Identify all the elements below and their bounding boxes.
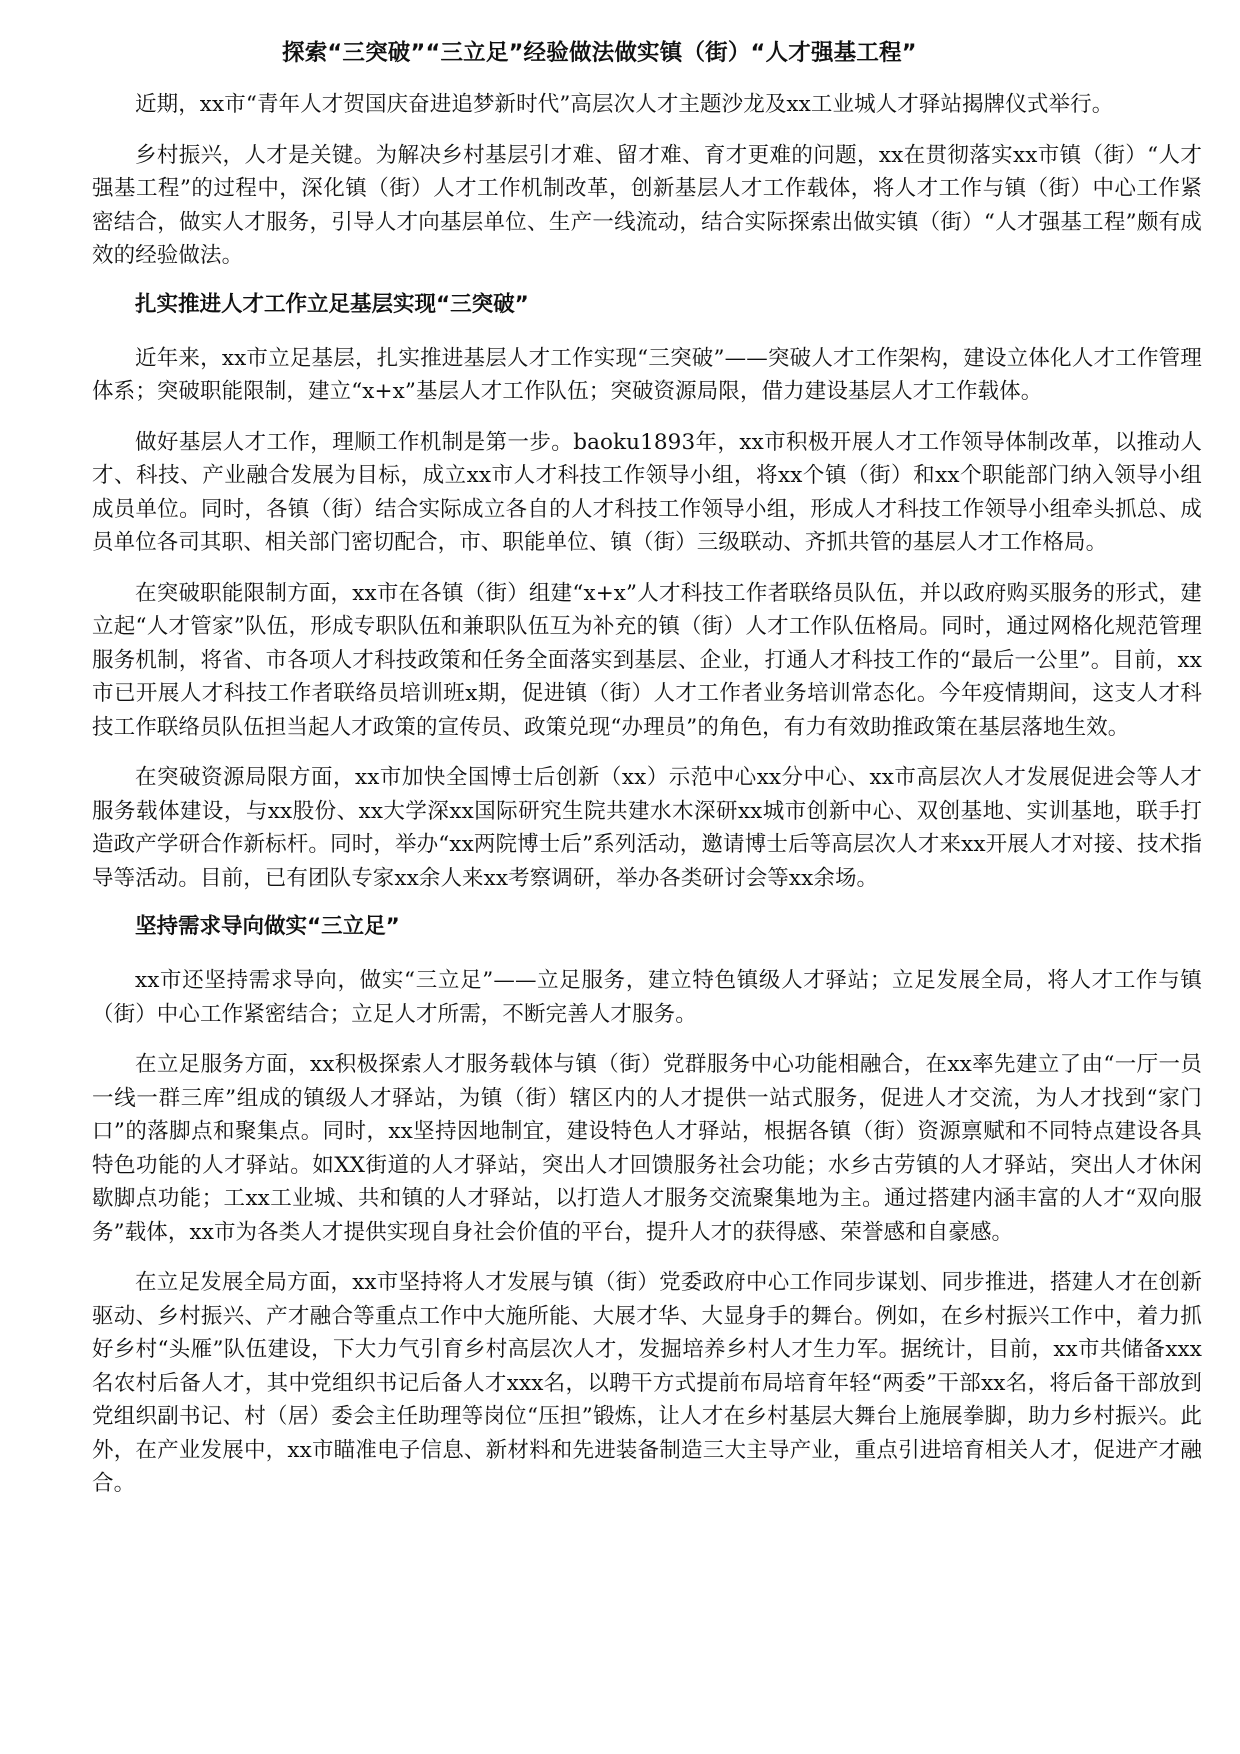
intro-paragraph-2: 乡村振兴，人才是关键。为解决乡村基层引才难、留才难、育才更难的问题，xx在贯彻落实xx市镇（街）“人才强基工程”的过程中，深化镇（街）人才工作机制改革，创新基层人才工作载体，将人才工作与镇（街）中心工作紧密结合，做实人才服务，引导人才向基层单位、生产一线流动，结合实际探索出做实镇（街）“人才强基工程”颇有成效的经验做法。 [92, 142, 1202, 268]
intro-paragraph-1: 近期，xx市“青年人才贺国庆奋进追梦新时代”高层次人才主题沙龙及xx工业城人才驿站揭牌仪式举行。 [135, 92, 1114, 117]
section-2-heading: 坚持需求导向做实“三立足” [135, 914, 400, 939]
document-page [92, 38, 1202, 1518]
section-2-paragraph-1: xx市还坚持需求导向，做实“三立足”——立足服务，建立特色镇级人才驿站；立足发展全局，将人才工作与镇（街）中心工作紧密结合；立足人才所需，不断完善人才服务。 [92, 968, 1202, 1027]
section-2-paragraph-3: 在立足发展全局方面，xx市坚持将人才发展与镇（街）党委政府中心工作同步谋划、同步推进，搭建人才在创新驱动、乡村振兴、产才融合等重点工作中大施所能、大展才华、大显身手的舞台。例如，在乡村振兴工作中，着力抓好乡村“头雁”队伍建设，下大力气引育乡村高层次人才，发掘培养乡村人才生力军。据统计，目前，xx市共储备xxx名农村后备人才，其中党组织书记后备人才xxx名，以聘干方式提前布局培育年轻“两委”干部xx名，将后备干部放到党组织副书记、村（居）委会主任助理等岗位“压担”锻炼，让人才在乡村基层大舞台上施展拳脚，助力乡村振兴。此外，在产业发展中，xx市瞄准电子信息、新材料和先进装备制造三大主导产业，重点引进培育相关人才，促进产才融合。 [92, 1270, 1202, 1496]
document-title: 探索“三突破”“三立足”经验做法做实镇（街）“人才强基工程” [282, 40, 917, 66]
section-2-paragraph-2: 在立足服务方面，xx积极探索人才服务载体与镇（街）党群服务中心功能相融合，在xx率先建立了由“一厅一员一线一群三库”组成的镇级人才驿站，为镇（街）辖区内的人才提供一站式服务，促进人才交流，为人才找到“家门口”的落脚点和聚集点。同时，xx坚持因地制宜，建设特色人才驿站，根据各镇（街）资源禀赋和不同特点建设各具特色功能的人才驿站。如XX街道的人才驿站，突出人才回馈服务社会功能；水乡古劳镇的人才驿站，突出人才休闲歇脚点功能；工xx工业城、共和镇的人才驿站，以打造人才服务交流聚集地为主。通过搭建内涵丰富的人才“双向服务”载体，xx市为各类人才提供实现自身社会价值的平台，提升人才的获得感、荣誉感和自豪感。 [92, 1052, 1202, 1245]
section-1-paragraph-2: 做好基层人才工作，理顺工作机制是第一步。baoku1893年，xx市积极开展人才工作领导体制改革，以推动人才、科技、产业融合发展为目标，成立xx市人才科技工作领导小组，将xx个镇（街）和xx个职能部门纳入领导小组成员单位。同时，各镇（街）结合实际成立各自的人才科技工作领导小组，形成人才科技工作领导小组牵头抓总、成员单位各司其职、相关部门密切配合，市、职能单位、镇（街）三级联动、齐抓共管的基层人才工作格局。 [92, 429, 1202, 555]
section-1-paragraph-1: 近年来，xx市立足基层，扎实推进基层人才工作实现“三突破”——突破人才工作架构，建设立体化人才工作管理体系；突破职能限制，建立“x+x”基层人才工作队伍；突破资源局限，借力建设基层人才工作载体。 [92, 345, 1202, 404]
section-1-heading: 扎实推进人才工作立足基层实现“三突破” [135, 291, 529, 317]
section-1-paragraph-4: 在突破资源局限方面，xx市加快全国博士后创新（xx）示范中心xx分中心、xx市高层次人才发展促进会等人才服务载体建设，与xx股份、xx大学深xx国际研究生院共建水木深研xx城市创新中心、双创基地、实训基地，联手打造政产学研合作新标杆。同时，举办“xx两院博士后”系列活动，邀请博士后等高层次人才来xx开展人才对接、技术指导等活动。目前，已有团队专家xx余人来xx考察调研，举办各类研讨会等xx余场。 [92, 765, 1202, 891]
section-1-paragraph-3: 在突破职能限制方面，xx市在各镇（街）组建“x+x”人才科技工作者联络员队伍，并以政府购买服务的形式，建立起“人才管家”队伍，形成专职队伍和兼职队伍互为补充的镇（街）人才工作队伍格局。同时，通过网格化规范管理服务机制，将省、市各项人才科技政策和任务全面落实到基层、企业，打通人才科技工作的“最后一公里”。目前，xx市已开展人才科技工作者联络员培训班x期，促进镇（街）人才工作者业务培训常态化。今年疫情期间，这支人才科技工作联络员队伍担当起人才政策的宣传员、政策兑现“办理员”的角色，有力有效助推政策在基层落地生效。 [92, 580, 1202, 740]
